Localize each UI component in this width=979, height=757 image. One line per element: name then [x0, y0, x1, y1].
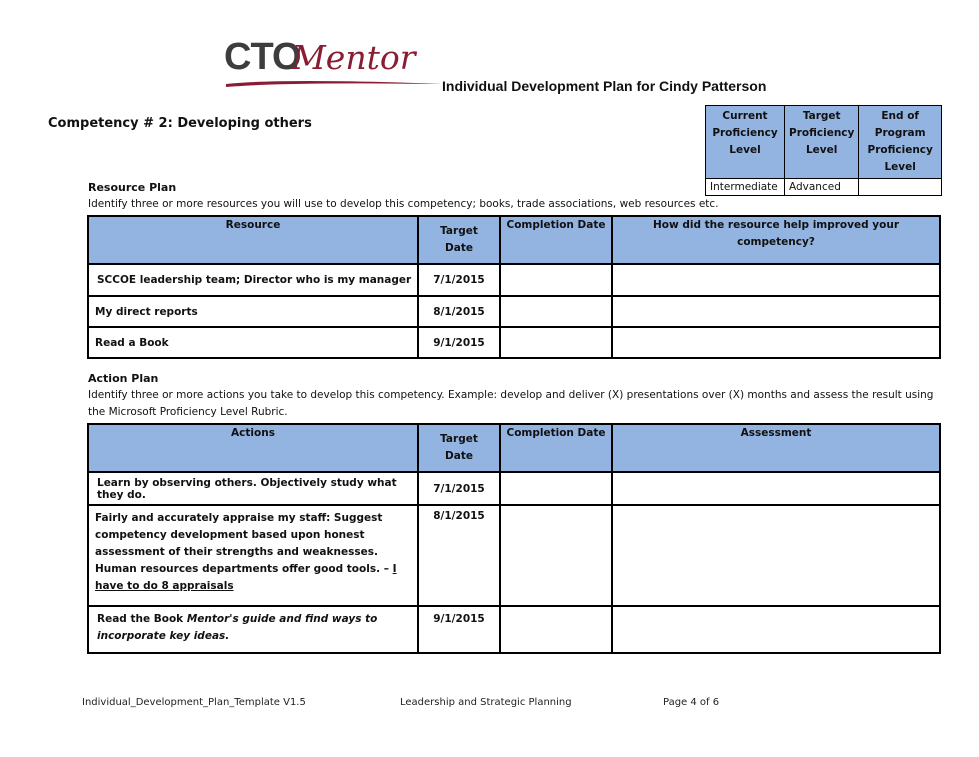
- competency-title: Competency # 2: Developing others: [48, 116, 312, 131]
- target-date-cell: 7/1/2015: [418, 472, 500, 505]
- resource-cell: Read a Book: [88, 327, 418, 358]
- target-date-cell: 8/1/2015: [418, 296, 500, 327]
- target-date-cell: 9/1/2015: [418, 327, 500, 358]
- prof-end-value: [859, 179, 942, 196]
- prof-target-value: Advanced: [785, 179, 859, 196]
- table-row: [88, 296, 940, 327]
- action-header-target: Target Date: [418, 424, 500, 472]
- logo-mentor-text: Mentor: [292, 38, 416, 77]
- notes-cell: [612, 327, 940, 358]
- assessment-cell: [612, 505, 940, 606]
- proficiency-table: [705, 105, 942, 196]
- resource-table: [87, 215, 941, 359]
- resource-plan-description: Identify three or more resources you will use to develop this competency; books, trade associations, web resources etc.: [88, 198, 719, 210]
- action-header-completion: Completion Date: [500, 424, 612, 472]
- table-row: [88, 606, 940, 653]
- footer-course: Leadership and Strategic Planning: [400, 697, 572, 708]
- table-row: [88, 472, 940, 505]
- table-row: [88, 264, 940, 296]
- action-plan-description: Identify three or more actions you take to develop this competency. Example: develop and deliver (X) presentations over (X) months and assess the result using the Microsoft Proficiency Level Rubric.: [88, 389, 934, 418]
- action-cell: Learn by observing others. Objectively study what they do.: [88, 472, 418, 505]
- target-date-cell: 7/1/2015: [418, 264, 500, 296]
- completion-date-cell: [500, 264, 612, 296]
- resource-header-target: Target Date: [418, 216, 500, 264]
- resource-cell: My direct reports: [88, 296, 418, 327]
- action-header-assessment: Assessment: [612, 424, 940, 472]
- resource-header-resource: Resource: [88, 216, 418, 264]
- notes-cell: [612, 296, 940, 327]
- action-underlined-text: I have to do 8 appraisals: [95, 563, 397, 592]
- action-text: Fairly and accurately appraise my staff: Suggest competency development based upon honest assessment of their strengths and weaknesses. Human resources departments offer good tools. –: [95, 512, 393, 575]
- assessment-cell: [612, 606, 940, 653]
- completion-date-cell: [500, 296, 612, 327]
- prof-header-current: Current Proficiency Level: [706, 106, 785, 179]
- prof-header-end: End of Program Proficiency Level: [859, 106, 942, 179]
- resource-header-completion: Completion Date: [500, 216, 612, 264]
- resource-plan-title: Resource Plan: [88, 181, 177, 194]
- footer-template: Individual_Development_Plan_Template V1.5: [82, 697, 306, 708]
- prof-header-target: Target Proficiency Level: [785, 106, 859, 179]
- notes-cell: [612, 264, 940, 296]
- table-row: [88, 505, 940, 606]
- logo-swoosh: [224, 76, 444, 90]
- footer-page: Page 4 of 6: [663, 697, 720, 708]
- action-table: [87, 423, 941, 654]
- completion-date-cell: [500, 472, 612, 505]
- target-date-cell: 8/1/2015: [418, 505, 500, 606]
- resource-header-notes: How did the resource help improved your competency?: [612, 216, 940, 264]
- target-date-cell: 9/1/2015: [418, 606, 500, 653]
- assessment-cell: [612, 472, 940, 505]
- table-row: [88, 327, 940, 358]
- action-cell: [88, 505, 418, 606]
- action-italic-text: Mentor's guide and find ways to incorporate key ideas.: [97, 613, 378, 642]
- document-title: Individual Development Plan for Cindy Patterson: [442, 78, 767, 94]
- resource-cell: SCCOE leadership team; Director who is my manager: [88, 264, 418, 296]
- logo-cto-text: CTO: [224, 36, 301, 78]
- completion-date-cell: [500, 505, 612, 606]
- action-plan-title: Action Plan: [88, 372, 159, 385]
- completion-date-cell: [500, 606, 612, 653]
- completion-date-cell: [500, 327, 612, 358]
- action-header-actions: Actions: [88, 424, 418, 472]
- action-cell: [88, 606, 418, 653]
- prof-current-value: Intermediate: [706, 179, 785, 196]
- action-text: Read the Book: [97, 613, 187, 625]
